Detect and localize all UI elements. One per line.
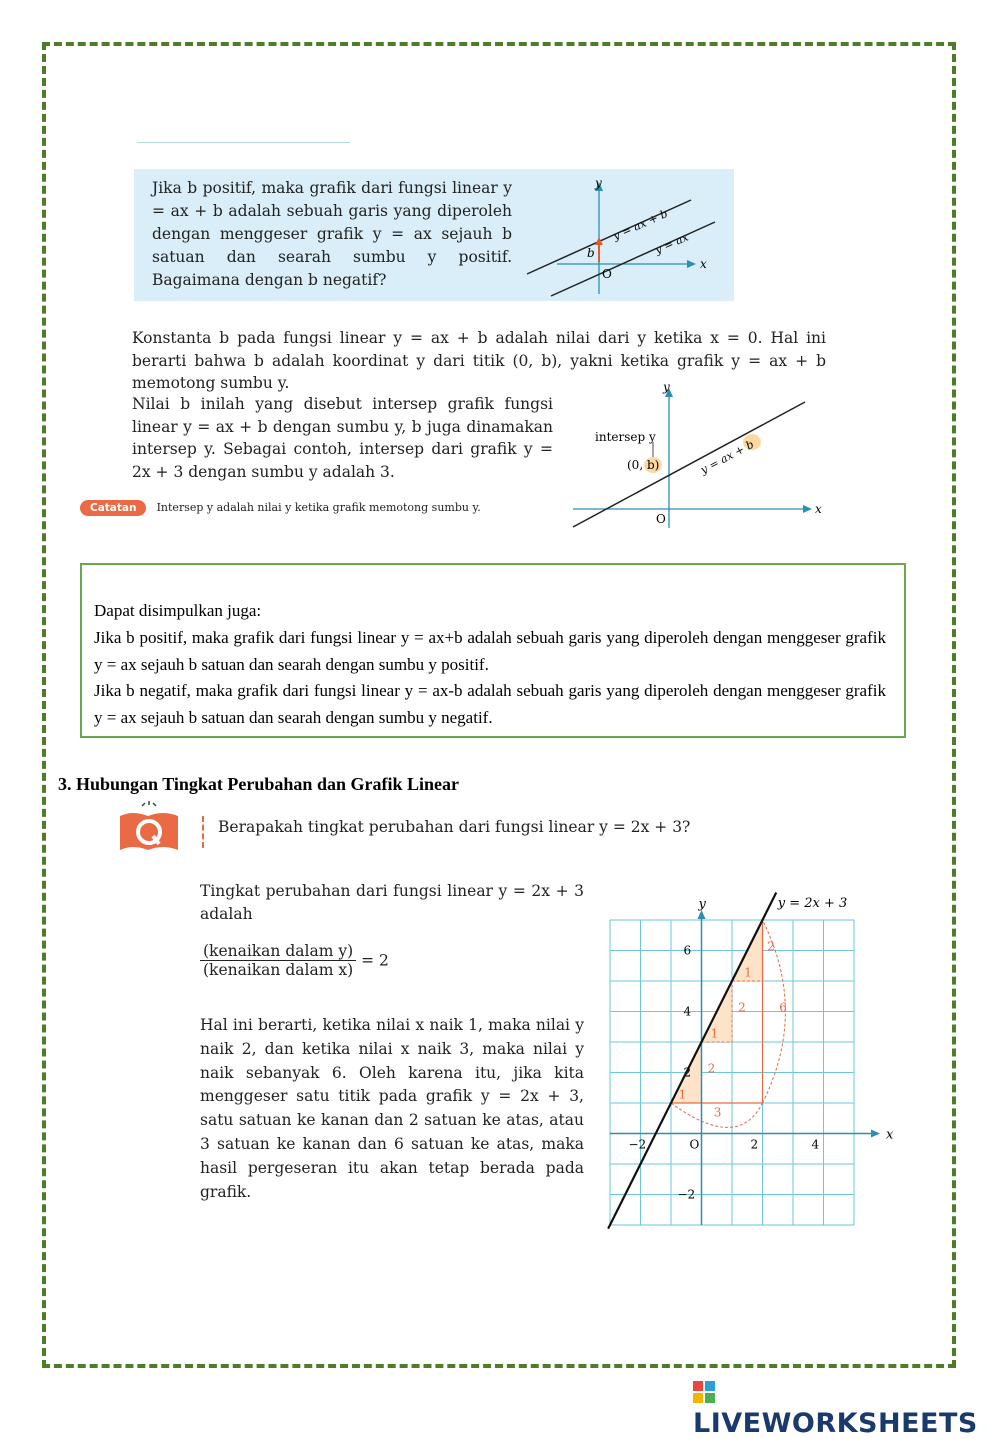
answer-intro: Tingkat perubahan dari fungsi linear y = 2x + 3 adalah xyxy=(200,882,584,923)
fraction-numerator: (kenaikan dalam y) xyxy=(200,942,356,961)
x-tick-label: O xyxy=(689,1137,700,1152)
y-axis-label: y xyxy=(698,897,706,912)
annotation-label: 2 xyxy=(767,939,775,954)
shift-label: b xyxy=(587,246,595,260)
annotation-label: 3 xyxy=(713,1105,722,1120)
section-heading: 3. Hubungan Tingkat Perubahan dan Grafik Linear xyxy=(58,774,459,794)
logo-text: LIVEWORKSHEETS xyxy=(693,1408,978,1439)
line-ax-plus-b xyxy=(573,402,805,527)
rate-fraction xyxy=(200,942,389,979)
x-axis-arrow-icon xyxy=(687,260,696,268)
y-tick-label: 6 xyxy=(683,943,692,958)
intercept-graph xyxy=(565,378,835,533)
annotation-label: 1 xyxy=(744,965,752,980)
line-bottom-label: y = ax xyxy=(652,230,691,257)
x-tick-label: 2 xyxy=(750,1137,759,1152)
catatan-text: Intersep y adalah nilai y ketika grafik memotong sumbu y. xyxy=(156,501,481,514)
info-box-shift xyxy=(134,169,734,301)
x-tick-label: 4 xyxy=(811,1137,820,1152)
shift-graph xyxy=(519,174,734,298)
x-axis-arrow-icon xyxy=(803,505,812,513)
conclusion-intro: Dapat disimpulkan juga: xyxy=(94,601,262,620)
q-icon-letter: Q xyxy=(116,800,117,801)
x-label: x xyxy=(815,502,822,516)
liveworksheets-logo-icon xyxy=(693,1381,715,1403)
fraction-denominator: (kenaikan dalam x) xyxy=(203,961,354,979)
annotation-label: 1 xyxy=(678,1087,687,1102)
conclusion-negative: Jika b negatif, maka grafik dari fungsi linear y = ax-b adalah sebuah garis yang diperoleh dengan menggeser grafik y = ax sejauh b satuan dan searah dengan sumbu y negatif. xyxy=(94,681,886,728)
explanation-paragraph: Hal ini berarti, ketika nilai x naik 1, maka nilai y naik 2, dan ketika nilai x naik 3, maka nilai y naik sebanyak 6. Oleh karena itu, jika kita menggeser satu titik pada grafik y = 2x + 3, satu satuan ke kanan dan 2 satuan ke atas, atau 3 satuan ke kanan dan 6 satuan ke atas, maka hasil pergeseran itu akan tetap berada pada grafik. xyxy=(200,1016,584,1201)
y-tick-label: −2 xyxy=(677,1187,696,1202)
intercept-label: intersep y xyxy=(595,430,656,444)
annotation-label: 2 xyxy=(738,1000,746,1015)
konstanta-paragraph: Konstanta b pada fungsi linear y = ax + b adalah nilai dari y ketika x = 0. Hal ini berarti bahwa b adalah koordinat y dari titik (0, b), yakni ketika grafik y = ax + b memotong sumbu y. xyxy=(132,329,826,392)
fraction-equals: = 2 xyxy=(361,951,389,970)
question-divider xyxy=(202,816,204,848)
x-label: x xyxy=(700,257,707,271)
rate-graph xyxy=(600,893,894,1213)
y-label: y xyxy=(595,176,602,190)
y-tick-label: 4 xyxy=(683,1004,692,1019)
question-text: Berapakah tingkat perubahan dari fungsi linear y = 2x + 3? xyxy=(218,818,691,836)
origin-label: O xyxy=(656,512,666,526)
line-top-label: y = ax + b xyxy=(610,207,670,243)
x-tick-label: −2 xyxy=(628,1137,647,1152)
top-rule xyxy=(137,142,350,143)
x-axis-arrow-icon xyxy=(871,1130,880,1138)
line-label: y = ax + b xyxy=(698,437,757,477)
catatan-note xyxy=(80,496,481,516)
liveworksheets-logo xyxy=(693,1377,1000,1439)
point-label: (0, b) xyxy=(627,458,660,472)
catatan-badge: Catatan xyxy=(80,500,146,516)
question-book-icon xyxy=(116,800,182,858)
x-axis-label: x xyxy=(886,1127,894,1143)
origin-label: O xyxy=(602,267,612,281)
function-line xyxy=(608,893,776,1229)
annotation-label: 6 xyxy=(779,1000,787,1015)
y-label: y xyxy=(663,380,670,394)
annotation-label: 1 xyxy=(710,1026,719,1041)
chart-title: y = 2x + 3 xyxy=(777,896,848,911)
line-ax-plus-b xyxy=(527,200,691,274)
conclusion-positive: Jika b positif, maka grafik dari fungsi linear y = ax+b adalah sebuah garis yang diperoleh dengan menggeser grafik y = ax sejauh b satuan dan searah dengan sumbu y positif. xyxy=(94,627,886,674)
grid-lines xyxy=(610,920,854,1225)
annotation-label: 2 xyxy=(707,1061,716,1076)
info-box-text: Jika b positif, maka grafik dari fungsi linear y = ax + b adalah sebuah garis yang diperoleh dengan menggeser grafik y = ax sejauh b satuan dan searah sumbu y positif. Bagaimana dengan b negatif? xyxy=(152,179,512,289)
conclusion-box xyxy=(80,563,906,738)
intersep-paragraph: Nilai b inilah yang disebut intersep grafik fungsi linear y = ax + b dengan sumbu y, b juga dinamakan intersep y. Sebagai contoh, intersep dari grafik y = 2x + 3 dengan sumbu y adalah 3. xyxy=(132,395,553,481)
y-tick-label: 2 xyxy=(683,1065,692,1080)
